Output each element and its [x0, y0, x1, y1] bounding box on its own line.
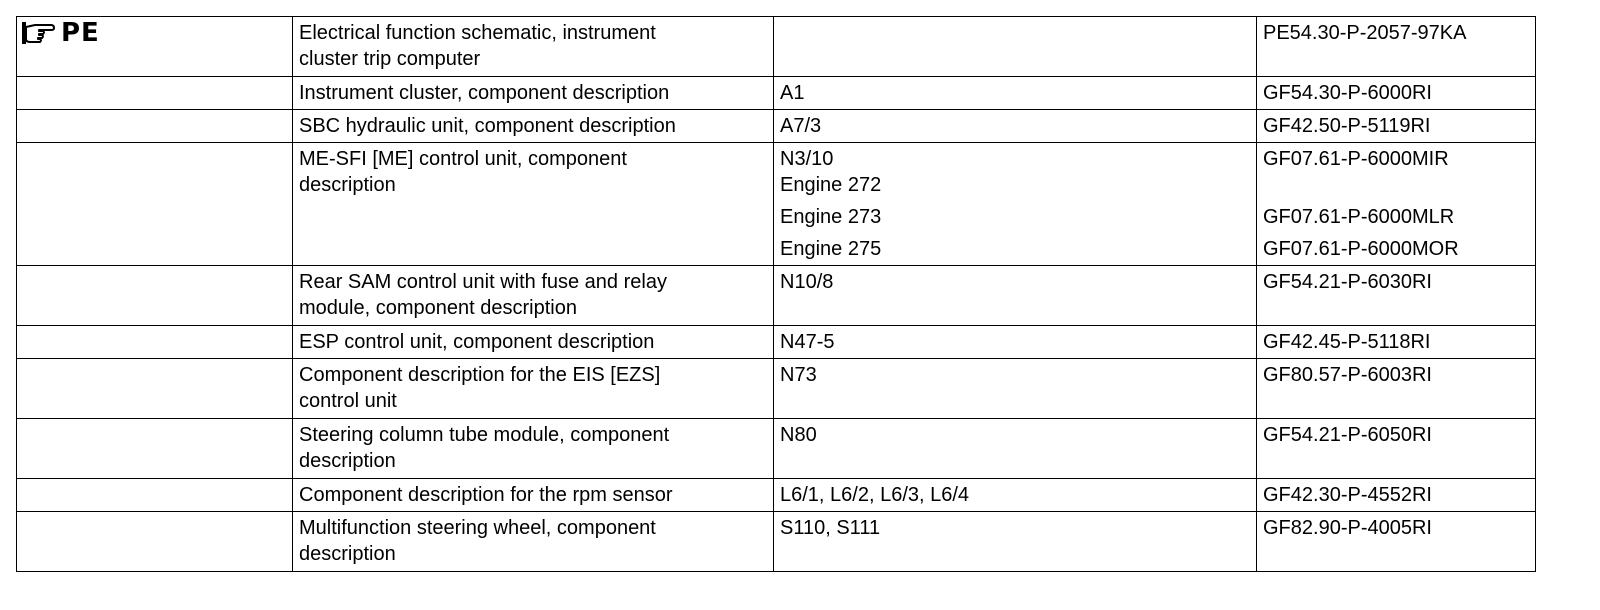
table-row	[17, 419, 1536, 479]
reference-link[interactable]: GF54.21-P-6030RI	[1263, 271, 1432, 293]
reference-cell	[1257, 512, 1536, 572]
table-row	[17, 77, 1536, 110]
designation-cell	[774, 512, 1257, 572]
description-text: control unit	[299, 390, 397, 412]
designation-text: N10/8	[780, 271, 834, 293]
marker-cell	[17, 512, 293, 572]
designation-cell	[774, 479, 1257, 512]
reference-link[interactable]: GF82.90-P-4005RI	[1263, 517, 1432, 539]
designation-text: Engine 272	[780, 174, 882, 196]
table-row	[17, 266, 1536, 326]
marker-cell	[17, 479, 293, 512]
reference-link[interactable]: GF54.21-P-6050RI	[1263, 424, 1432, 446]
designation-text: S110, S111	[780, 517, 881, 539]
description-cell	[293, 479, 774, 512]
description-cell	[293, 266, 774, 326]
reference-cell	[1257, 143, 1536, 266]
table-row	[17, 110, 1536, 143]
designation-cell	[774, 266, 1257, 326]
reference-cell	[1257, 77, 1536, 110]
reference-table	[16, 16, 1536, 572]
description-text: ME-SFI [ME] control unit, component	[299, 148, 627, 170]
description-text: Component description for the rpm sensor	[299, 484, 673, 506]
marker-cell	[17, 17, 293, 77]
reference-link[interactable]: GF42.50-P-5119RI	[1263, 115, 1431, 137]
designation-cell	[774, 359, 1257, 419]
reference-cell	[1257, 17, 1536, 77]
reference-cell	[1257, 419, 1536, 479]
reference-cell	[1257, 326, 1536, 359]
description-text: cluster trip computer	[299, 48, 481, 70]
marker-cell	[17, 143, 293, 266]
designation-cell	[774, 143, 1257, 266]
designation-cell	[774, 77, 1257, 110]
description-text: description	[299, 450, 396, 472]
description-text: Multifunction steering wheel, component	[299, 517, 656, 539]
reference-link[interactable]: GF07.61-P-6000MOR	[1263, 238, 1459, 260]
reference-cell	[1257, 359, 1536, 419]
designation-cell	[774, 110, 1257, 143]
reference-link[interactable]: GF42.45-P-5118RI	[1263, 331, 1431, 353]
description-text: Steering column tube module, component	[299, 424, 670, 446]
table-row	[17, 359, 1536, 419]
description-cell	[293, 359, 774, 419]
reference-cell	[1257, 479, 1536, 512]
description-text: Electrical function schematic, instrument	[299, 22, 656, 44]
table-row	[17, 512, 1536, 572]
designation-text: Engine 275	[780, 238, 882, 260]
description-text: module, component description	[299, 297, 577, 319]
marker-cell	[17, 110, 293, 143]
reference-link[interactable]: GF42.30-P-4552RI	[1263, 484, 1432, 506]
table-row	[17, 479, 1536, 512]
designation-cell	[774, 326, 1257, 359]
marker-cell	[17, 77, 293, 110]
designation-cell	[774, 419, 1257, 479]
reference-cell	[1257, 266, 1536, 326]
marker-cell	[17, 419, 293, 479]
reference-link[interactable]: GF07.61-P-6000MIR	[1263, 148, 1449, 170]
description-cell	[293, 17, 774, 77]
reference-link[interactable]: GF54.30-P-6000RI	[1263, 82, 1432, 104]
designation-text: N80	[780, 424, 817, 446]
designation-text: A7/3	[780, 115, 822, 137]
description-text: description	[299, 174, 396, 196]
pe-label: PE	[61, 18, 100, 48]
description-text: Component description for the EIS [EZS]	[299, 364, 661, 386]
reference-link[interactable]: PE54.30-P-2057-97KA	[1263, 22, 1467, 44]
reference-spacer	[1263, 172, 1529, 198]
designation-text: A1	[780, 82, 805, 104]
description-text: ESP control unit, component description	[299, 331, 655, 353]
description-text: Instrument cluster, component description	[299, 82, 670, 104]
description-cell	[293, 110, 774, 143]
pe-marker	[21, 20, 100, 46]
table-row	[17, 326, 1536, 359]
designation-text: L6/1, L6/2, L6/3, L6/4	[780, 484, 970, 506]
table-row	[17, 17, 1536, 77]
table-row	[17, 143, 1536, 266]
description-cell	[293, 419, 774, 479]
marker-cell	[17, 266, 293, 326]
designation-text: N47-5	[780, 331, 835, 353]
description-text: SBC hydraulic unit, component description	[299, 115, 676, 137]
description-cell	[293, 143, 774, 266]
pointing-hand-icon	[21, 21, 55, 45]
reference-link[interactable]: GF80.57-P-6003RI	[1263, 364, 1432, 386]
description-cell	[293, 512, 774, 572]
description-cell	[293, 77, 774, 110]
description-text: Rear SAM control unit with fuse and relay	[299, 271, 667, 293]
designation-text: N73	[780, 364, 817, 386]
description-cell	[293, 326, 774, 359]
description-text: description	[299, 543, 396, 565]
marker-cell	[17, 326, 293, 359]
marker-cell	[17, 359, 293, 419]
reference-link[interactable]: GF07.61-P-6000MLR	[1263, 206, 1455, 228]
designation-text: Engine 273	[780, 206, 882, 228]
designation-text: N3/10	[780, 148, 834, 170]
reference-cell	[1257, 110, 1536, 143]
designation-cell	[774, 17, 1257, 77]
